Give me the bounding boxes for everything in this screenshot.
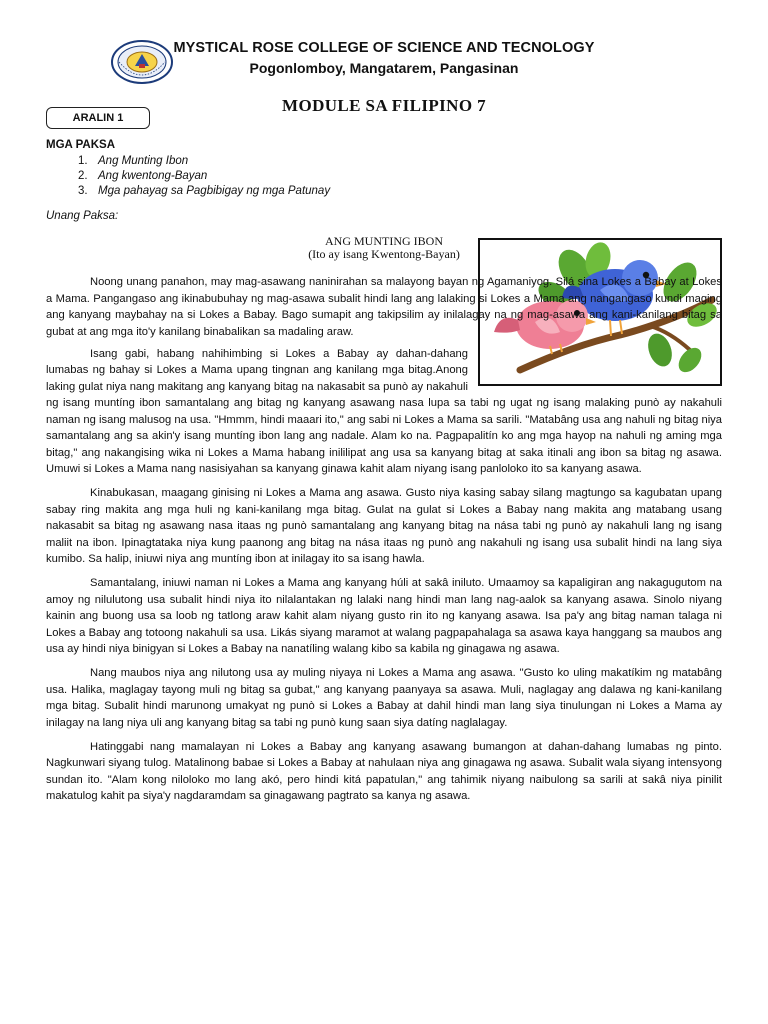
topics-list (78, 154, 330, 199)
story-paragraph-text: Hatinggabi nang mamalayan ni Lokes a Babay ang kanyang asawang bumangon at dahan-dahang lumabas ng pinto. Nagkunwari siyang tulog. Matalinong babae si Lokes a Babay at nahulaan niya ang ginagawa ng asawa. Subalit wala siyang intensyong sundan ito. "Alam kong niloloko mo lang akó, pero hindi kitá papatulan," ang tahimik niyang naibulong sa sarili at sakâ niya pinilit makatulog kahit pa siya'y nagdaramdam sa ginagawang pagtrato sa kanya ng asawa. (46, 740, 722, 802)
lesson-label: ARALIN 1 (46, 107, 150, 129)
story-paragraph (46, 665, 722, 731)
first-topic-label: Unang Paksa: (46, 210, 119, 222)
topic-text: Ang Munting Ibon (98, 155, 189, 167)
story-paragraph-text: Samantalang, iniuwi naman ni Lokes a Mama ang kanyang húli at sakâ iniluto. Umaamoy sa kapaligiran ang nakagugutom na amoy ng nilulutong usa subalit hindi niya ito nilalantakan ng lalaki nang hindi man lang nag-aalok sa kanyang asawa. Sinolo niyang kainin ang buong usa sa loob ng tatlong araw kahit alam niyang gusto rin ito ng kanyang asawa. Isa pa'y ang bitag naman talaga ni Lokes a Babay ang totoong nakahuli sa usa. Likás siyang maramot at walang pagpapahalaga sa asawa kaya hanggang sa maubos ang usa ay hindi niya binigyan si Lokes a Babay na nanatíling walang kibo sa kabila ng ginagawa ng asawa. (46, 577, 722, 655)
story-paragraph (46, 346, 722, 478)
topic-text: Mga pahayag sa Pagbibigay ng mga Patunay (98, 185, 331, 197)
topic-number: 2. (78, 170, 88, 182)
story-subtitle: (Ito ay isang Kwentong-Bayan) (308, 247, 460, 261)
story-paragraph-text: Kinabukasan, maagang ginising ni Lokes a Mama ang asawa. Gusto niya kasing sabay silang magtungo sa kagubatan upang sabay ring makita ang mga huli ng kani-kanilang mga bitag. Gulat na gulat si Lokes a Babay nang makita ang matabang usang nakasabit sa bitag ng asawang nasa itaas ng punò samantalang ang kanyang bitag na nása tabi ng punò ay nakahuli lang ng isang maliit na ibon. Ipinagtataka niya kung paanong ang bitag na nása itaas ng punò ang nakahuli ng isang usa subalit hindi na lang siya kumibo. Sa halip, iniuwi niya ang muntíng ibon at inilagay ito sa isang hawla. (46, 487, 722, 565)
story-paragraph (46, 485, 722, 568)
story-paragraph-text: Nang maubos niya ang nilutong usa ay muling niyaya ni Lokes a Mama ang asawa. "Gusto ko uling makatíkim ng matabâng usa. Halika, maglagay tayong muli ng bitag sa gubat," ang kanyang paanyaya sa asawa. Muli, naglagay ang dalawa ng kani-kanilang mga bitag. Subalit hindi marunong umakyat ng punò si Lokes a Babay at dahil hindi man lang siya tinulungan ni Lokes a Mama ay inilagay na lang niya uli ang kanyang bitag sa tabi ng punò kung saan siya datíng naglalagay. (46, 667, 722, 729)
topic-item (78, 169, 330, 184)
module-title: MODULE SA FILIPINO 7 (282, 96, 486, 115)
story-paragraph-text: Isang gabi, habang nahihimbing si Lokes a Babay ay dahan-dahang lumabas ng bahay si Lokes a Mama upang tingnan ang kanilang mga bitag.Anong laking gulat niya nang makitang ang kanyang bitag na nakasabit sa punò ay nakahuli ng isang muntíng ibon samantalang ang bitag ng kanyang asawang nasa lupa sa tabi ng ugat ng isang malaking punò ay nakahuli naman ng isang malusog na usa. "Hmmm, hindi maaari ito," ang sabi ni Lokes a Mama sa sarili. "Matabâng usa ang nahuli ng bitag niya samantalang ang sa akin'y isang muntíng ibon lang ang nadale. Alam ko na. Pagpapalitín ko ang mga hayop na nahuli ng aming mga bitag," ang nakangising wika ni Lokes a Mama habang inililipat ang usa sa kanyang bitag at saka itinali ang ibon sa bitag ng asawa. Umuwi si Lokes a Mama nang nasisiyahan sa kanyang ginawa kahit alam niyang isang panloloko ito sa kanyang asawa. (46, 347, 722, 475)
topic-text: Ang kwentong-Bayan (98, 170, 208, 182)
topic-item (78, 154, 330, 169)
story-paragraph (46, 739, 722, 805)
topic-item (78, 184, 330, 199)
topics-heading: MGA PAKSA (46, 139, 115, 151)
story-paragraph (46, 575, 722, 658)
topic-number: 1. (78, 155, 88, 167)
story-title: ANG MUNTING IBON (325, 234, 443, 248)
topic-number: 3. (78, 185, 88, 197)
school-address: Pogonlomboy, Mangatarem, Pangasinan (249, 60, 519, 76)
story-paragraph-text: Noong unang panahon, may mag-asawang naninirahan sa malayong bayan ng Agamaniyog. Silá sina Lokes a Babay at Lokes a Mama. Pangangaso ang ikinabubuhay ng mag-asawa subalit hindi lang ang lalaking si Lokes a Mama ang nangangaso kundi maging ang kanyang maybahay na si Lokes a Babay. Bago sumapit ang takipsilim ay inilalagay na ng mag-asawa ang kani-kanilang bitag sa gubat at ang mga ito'y kanilang binabalikan sa madaling araw. (46, 276, 722, 338)
story-body (46, 274, 722, 812)
school-name: MYSTICAL ROSE COLLEGE OF SCIENCE AND TECNOLOGY (173, 40, 595, 56)
